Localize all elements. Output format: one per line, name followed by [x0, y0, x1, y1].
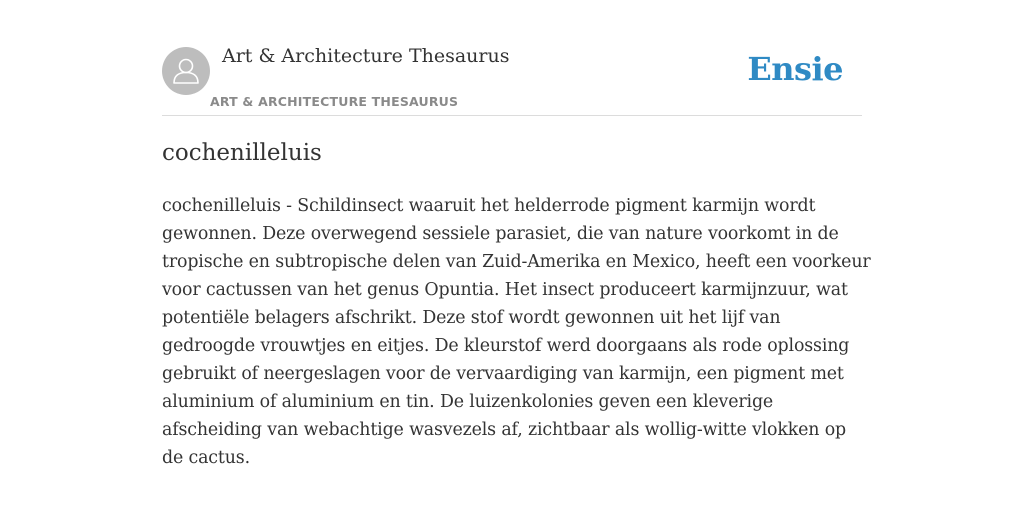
divider [162, 115, 862, 116]
definition-body [162, 192, 871, 472]
ensie-logo[interactable]: Ensie [747, 50, 843, 88]
definition-line: gebruikt of neergeslagen voor de vervaardiging van karmijn, een pigment met [162, 364, 844, 384]
page-title: cochenilleluis [162, 140, 322, 166]
user-icon [162, 47, 210, 95]
definition-line: de cactus. [162, 448, 250, 468]
definition-line: gedroogde vrouwtjes en eitjes. De kleurstof werd doorgaans als rode oplossing [162, 336, 850, 356]
definition-line: gewonnen. Deze overwegend sessiele parasiet, die van nature voorkomt in de [162, 224, 839, 244]
source-label[interactable]: ART & ARCHITECTURE THESAURUS [210, 94, 459, 109]
author-name[interactable]: Art & Architecture Thesaurus [222, 45, 510, 67]
definition-line: cochenilleluis - Schildinsect waaruit het helderrode pigment karmijn wordt [162, 196, 816, 216]
definition-line: voor cactussen van het genus Opuntia. Het insect produceert karmijnzuur, wat [162, 280, 848, 300]
definition-line: potentiële belagers afschrikt. Deze stof wordt gewonnen uit het lijf van [162, 308, 781, 328]
entry-card [162, 0, 871, 512]
definition-line: aluminium of aluminium en tin. De luizenkolonies geven een kleverige [162, 392, 774, 412]
definition-line: tropische en subtropische delen van Zuid-Amerika en Mexico, heeft een voorkeur [162, 252, 871, 272]
definition-line: afscheiding van webachtige wasvezels af, zichtbaar als wollig-witte vlokken op [162, 420, 847, 440]
avatar[interactable] [162, 47, 210, 95]
